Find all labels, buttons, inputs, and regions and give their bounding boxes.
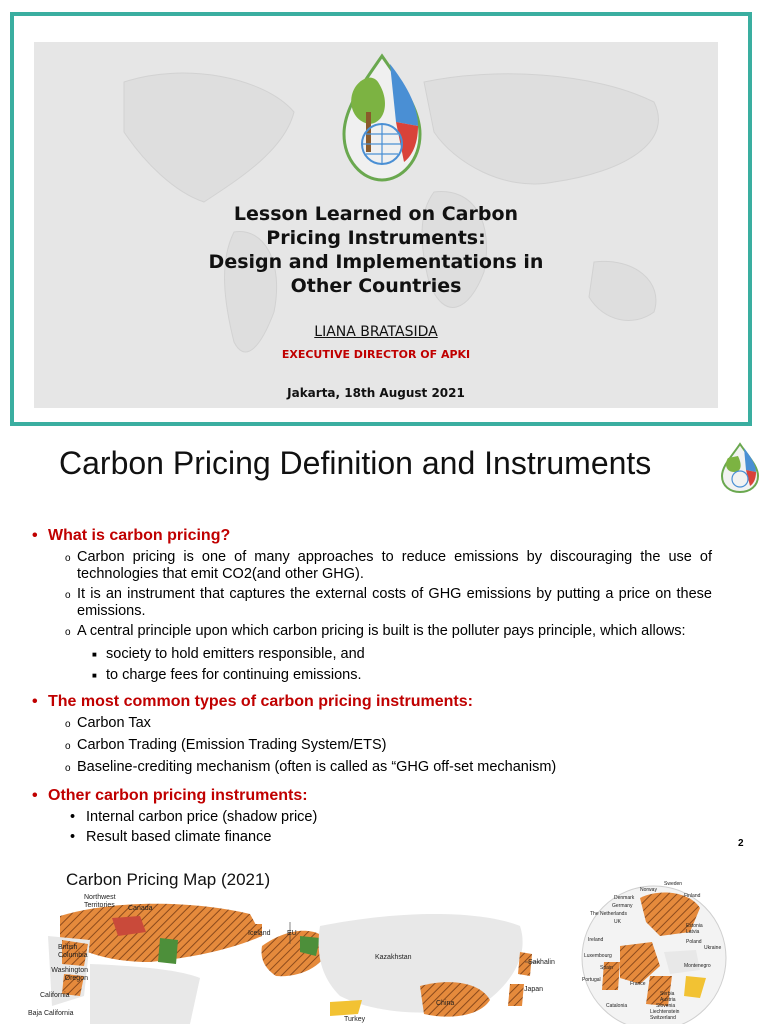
map-label: Sakhalin	[528, 959, 555, 966]
list-item: • Result based climate finance	[70, 829, 272, 845]
map-label: Ukraine	[704, 945, 722, 951]
map-label: Spain	[600, 965, 613, 971]
map-label: China	[436, 1000, 455, 1007]
presenter-name: LIANA BRATASIDA	[314, 324, 438, 340]
map-label: The Netherlands	[590, 911, 627, 917]
map-label: Slovenia	[656, 1003, 676, 1009]
map-label: Sweden	[664, 881, 683, 887]
list-item: o Carbon Tax	[65, 715, 151, 731]
map-label: Japan	[524, 986, 544, 993]
map-label: Denmark	[614, 895, 635, 901]
map-label: Serbia	[660, 991, 675, 997]
map-label: Kazakhstan	[375, 954, 412, 961]
map-label: California	[40, 992, 70, 999]
title-line: Other Countries	[290, 275, 462, 297]
presentation-date: Jakarta, 18th August 2021	[287, 386, 465, 400]
list-item: o It is an instrument that captures the external costs of GHG emissions by putting a price on these emissions.	[65, 586, 712, 619]
slide-title: Carbon Pricing Definition and Instruments	[59, 445, 652, 481]
map-label: Iceland	[248, 930, 271, 937]
list-item: • Internal carbon price (shadow price)	[70, 809, 318, 825]
map-label: Catalonia	[606, 1003, 628, 1009]
title-line: Design and Implementations in	[208, 251, 544, 273]
definition-slide	[0, 430, 768, 862]
map-label: Latvia	[686, 929, 700, 935]
map-label: Estonia	[686, 923, 703, 929]
map-label: UK	[614, 919, 621, 925]
map-label: Germany	[612, 903, 633, 909]
section-heading: • Other carbon pricing instruments:	[32, 787, 308, 804]
list-item: o Carbon Trading (Emission Trading System/ETS)	[65, 737, 387, 753]
map-label: Liechtenstein	[650, 1009, 680, 1015]
list-item: o Baseline-crediting mechanism (often is called as “GHG off-set mechanism)	[65, 759, 557, 775]
title-slide-background	[34, 42, 718, 408]
map-label: Turkey	[344, 1016, 366, 1023]
sub-list-item: ■ society to hold emitters responsible, and	[92, 646, 365, 662]
slide-content	[32, 526, 712, 846]
list-item: o A central principle upon which carbon pricing is built is the polluter pays principle, which allows:	[65, 623, 686, 639]
sub-list-item: ■ to charge fees for continuing emissions.	[92, 667, 362, 683]
map-label: Austria	[660, 997, 676, 1003]
title-slide	[10, 12, 752, 426]
apki-logo	[718, 442, 762, 494]
page-number: 2	[738, 838, 744, 849]
map-label: France	[630, 981, 646, 987]
map-label: Finland	[684, 893, 701, 899]
presentation-title	[34, 202, 718, 298]
map-label: Switzerland	[650, 1015, 676, 1021]
map-label: Baja California	[28, 1010, 74, 1017]
map-label: EU	[287, 930, 297, 937]
map-label: Northwest Territories	[84, 894, 116, 909]
list-item: o Carbon pricing is one of many approaches to reduce emissions by discouraging the use of technologies that emit CO2(and other GHG).	[65, 549, 712, 582]
map-label: Norway	[640, 887, 657, 893]
map-label: Poland	[686, 939, 702, 945]
map-label: Washington Oregon	[51, 967, 88, 982]
section-heading: • The most common types of carbon pricing instruments:	[32, 693, 473, 710]
map-title: Carbon Pricing Map (2021)	[66, 870, 271, 889]
section-heading: • What is carbon pricing?	[32, 527, 231, 544]
map-label: Portugal	[582, 977, 601, 983]
map-label: Luxembourg	[584, 953, 612, 959]
map-label: British Columbia	[58, 944, 88, 959]
map-label: Ireland	[588, 937, 604, 943]
map-label: Canada	[128, 905, 153, 912]
title-line: Lesson Learned on Carbon	[233, 203, 519, 225]
title-line: Pricing Instruments:	[266, 227, 486, 249]
apki-logo	[334, 52, 430, 188]
map-label: Montenegro	[684, 963, 711, 969]
carbon-pricing-map-slide	[0, 866, 768, 1024]
presenter-role: EXECUTIVE DIRECTOR OF APKI	[281, 348, 471, 361]
